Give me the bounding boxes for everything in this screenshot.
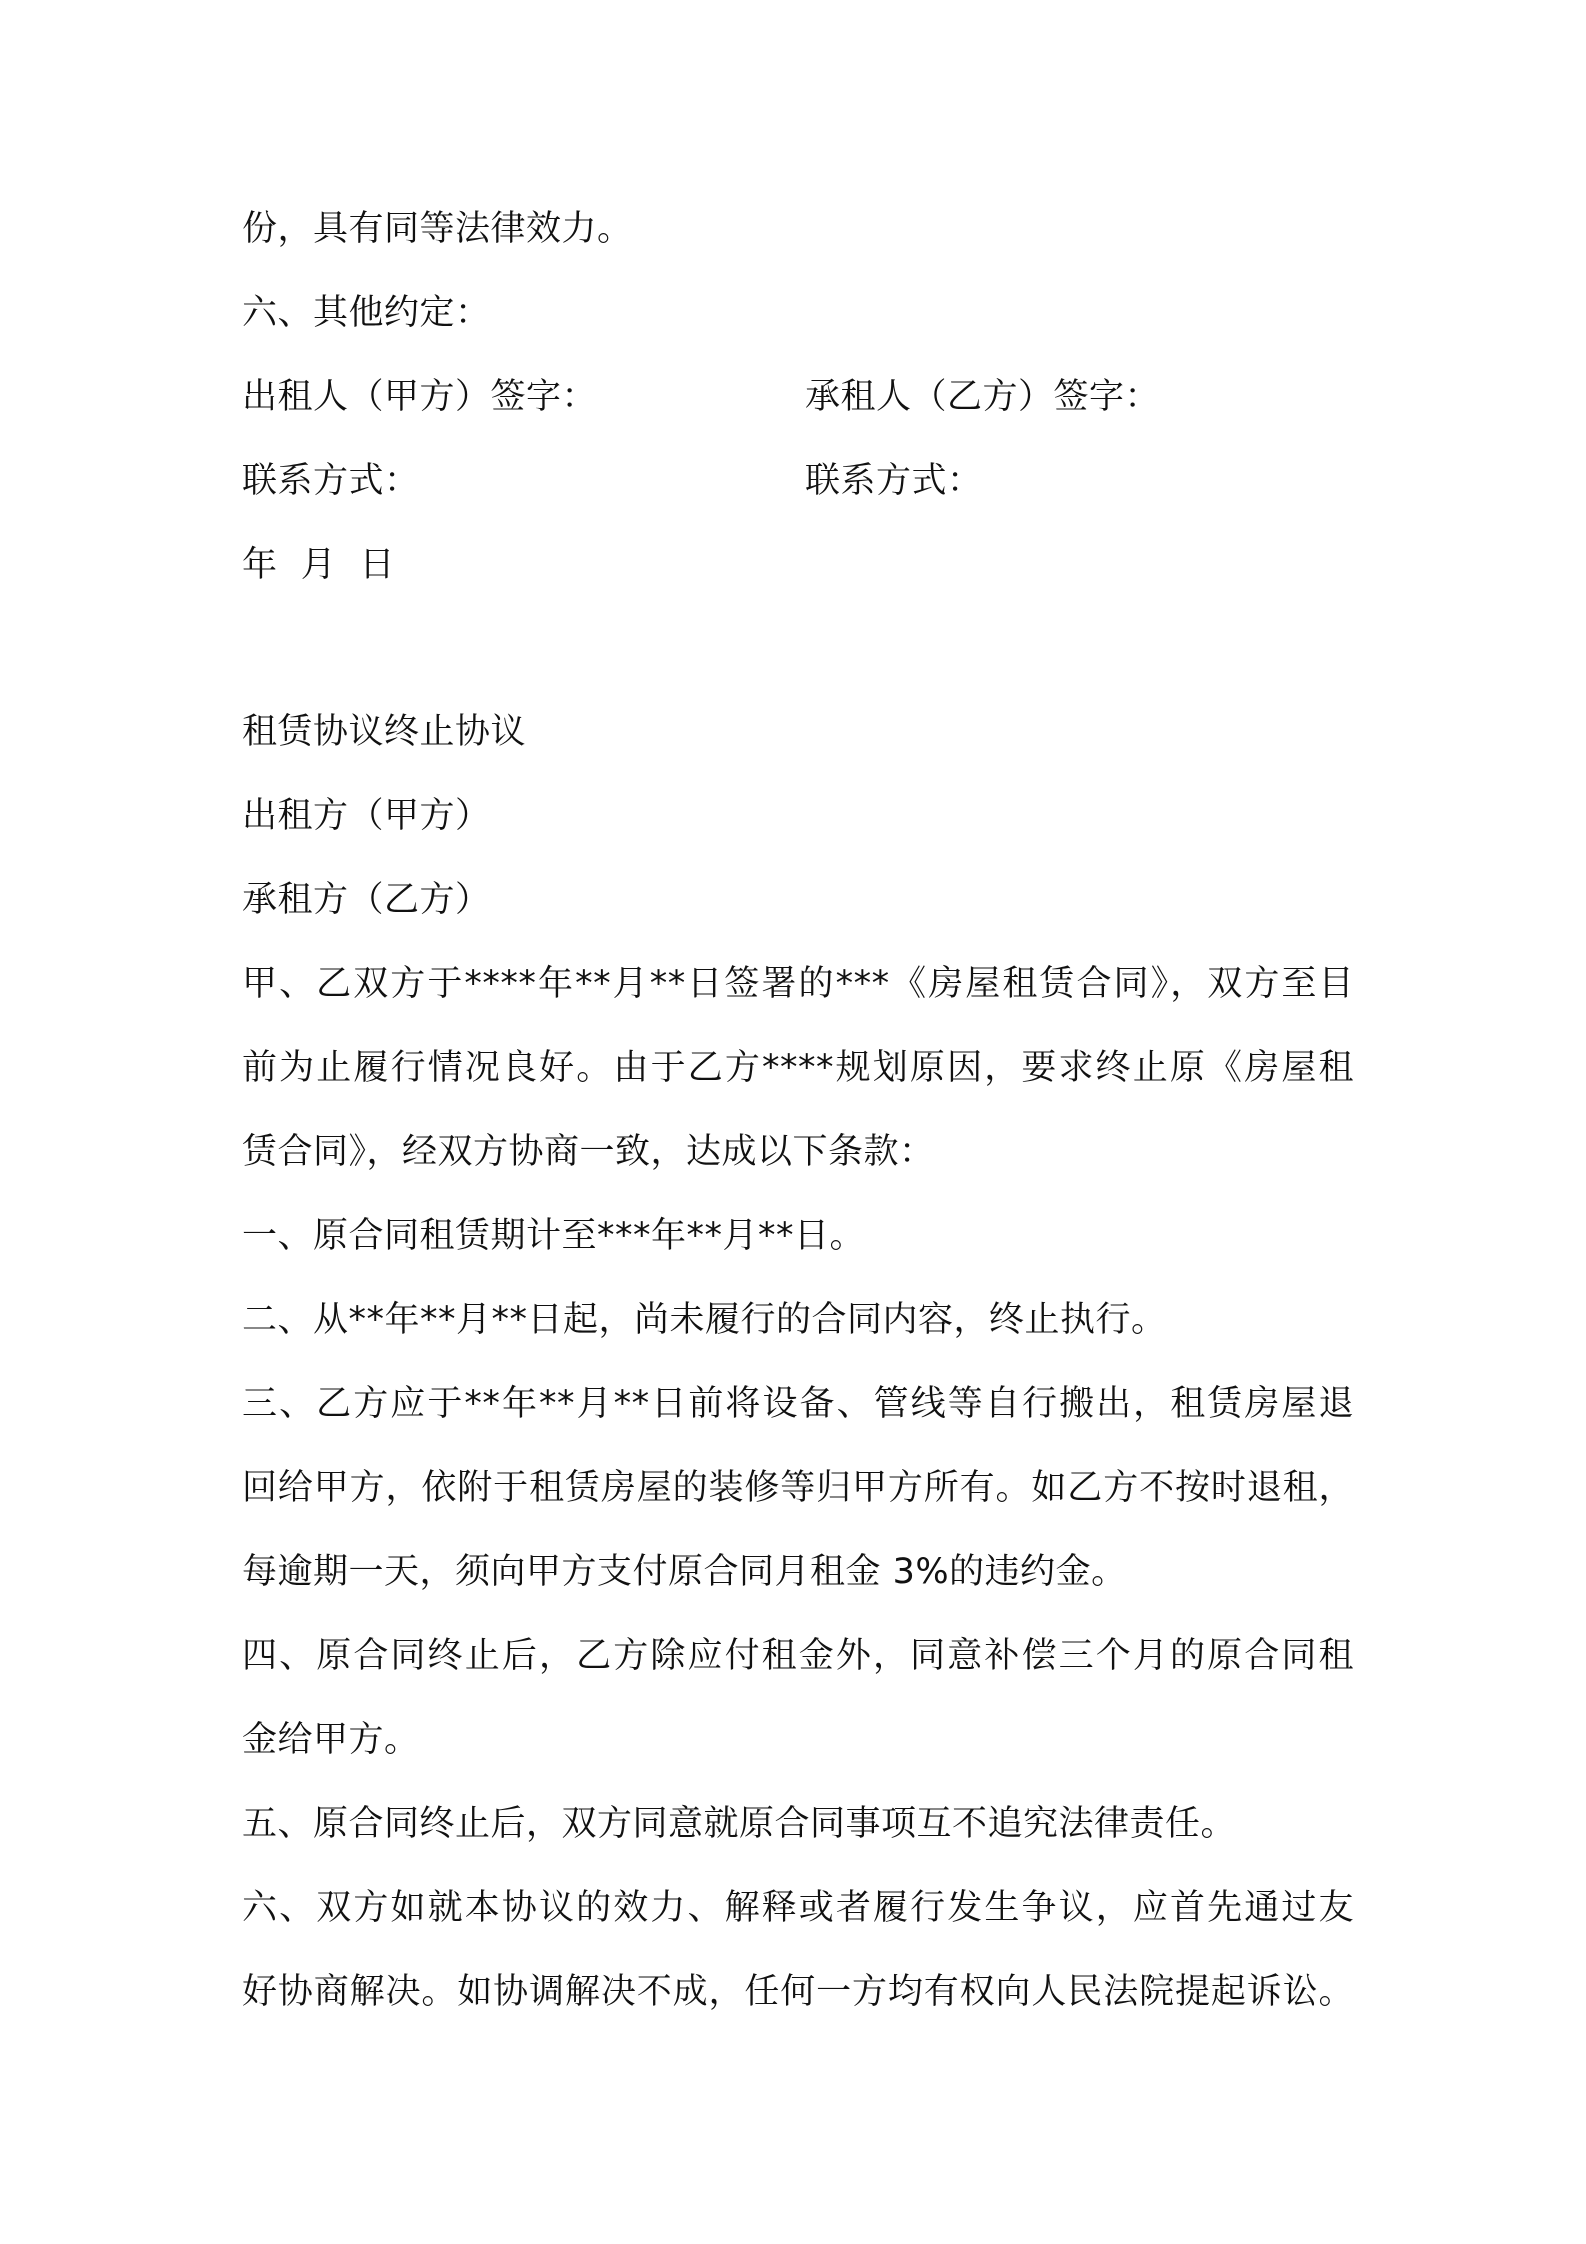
clause-6-line-1: 六、双方如就本协议的效力、解释或者履行发生争议，应首先通过友 bbox=[242, 1888, 1354, 1928]
lessor-contact-label: 联系方式： bbox=[242, 461, 420, 501]
other-terms-heading: 六、其他约定： bbox=[242, 293, 491, 333]
continuation-text: 份，具有同等法律效力。 bbox=[242, 209, 633, 249]
party-a-label: 出租方（甲方） bbox=[242, 796, 491, 836]
intro-line-2: 前为止履行情况良好。由于乙方****规划原因，要求终止原《房屋租 bbox=[242, 1048, 1354, 1088]
clause-3-line-2: 回给甲方，依附于租赁房屋的装修等归甲方所有。如乙方不按时退租， bbox=[242, 1468, 1354, 1508]
party-b-label: 承租方（乙方） bbox=[242, 880, 491, 920]
clause-3-line-1: 三、乙方应于**年**月**日前将设备、管线等自行搬出，租赁房屋退 bbox=[242, 1384, 1354, 1424]
clause-2: 二、从**年**月**日起，尚未履行的合同内容，终止执行。 bbox=[242, 1300, 1167, 1340]
lessor-signature-label: 出租人（甲方）签字： bbox=[242, 377, 598, 417]
intro-line-1: 甲、乙双方于****年**月**日签署的***《房屋租赁合同》，双方至目 bbox=[242, 964, 1354, 1004]
intro-line-3: 赁合同》，经双方协商一致，达成以下条款： bbox=[242, 1132, 935, 1172]
clause-6-line-2: 好协商解决。如协调解决不成，任何一方均有权向人民法院提起诉讼。 bbox=[242, 1972, 1354, 2012]
clause-5: 五、原合同终止后，双方同意就原合同事项互不追究法律责任。 bbox=[242, 1804, 1237, 1844]
clause-3-line-3: 每逾期一天，须向甲方支付原合同月租金 3%的违约金。 bbox=[242, 1552, 1127, 1592]
date-line: 年 月 日 bbox=[242, 545, 396, 585]
lessee-contact-label: 联系方式： bbox=[805, 461, 983, 501]
clause-4-line-1: 四、原合同终止后，乙方除应付租金外，同意补偿三个月的原合同租 bbox=[242, 1636, 1354, 1676]
clause-4-line-2: 金给甲方。 bbox=[242, 1720, 420, 1760]
lessee-signature-label: 承租人（乙方）签字： bbox=[805, 377, 1161, 417]
agreement-title: 租赁协议终止协议 bbox=[242, 712, 527, 752]
clause-1: 一、原合同租赁期计至***年**月**日。 bbox=[242, 1216, 866, 1256]
